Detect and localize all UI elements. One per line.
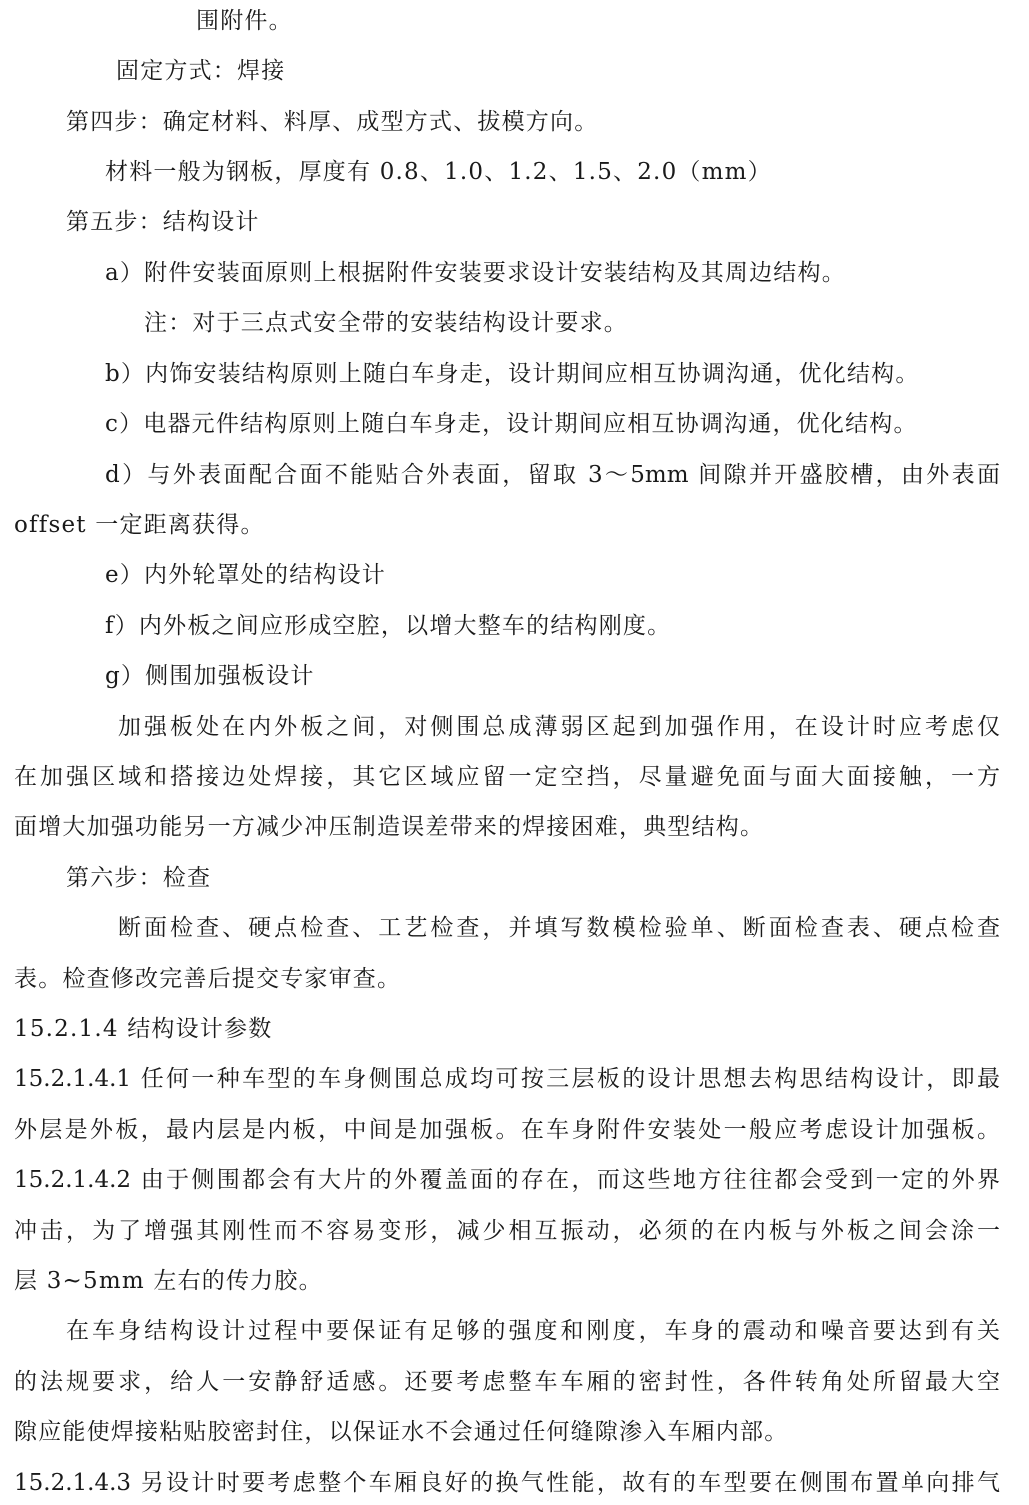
list-item: a）附件安装面原则上根据附件安装要求设计安装结构及其周边结构。: [105, 260, 846, 286]
paragraph-line: 面增大加强功能另一方减少冲压制造误差带来的焊接困难，典型结构。: [14, 814, 765, 840]
list-item: f）内外板之间应形成空腔，以增大整车的结构刚度。: [105, 613, 672, 639]
step-heading: 第五步：结构设计: [66, 209, 260, 235]
list-item: e）内外轮罩处的结构设计: [105, 562, 387, 588]
step-heading: 第六步：检查: [66, 865, 212, 891]
note-line: 注：对于三点式安全带的安装结构设计要求。: [144, 310, 628, 336]
paragraph-line: 的法规要求，给人一安静舒适感。还要考虑整车车厢的密封性，各件转角处所留最大空: [14, 1369, 1000, 1395]
paragraph-line: 15.2.1.4.2 由于侧围都会有大片的外覆盖面的存在，而这些地方往往都会受到一定的外界: [14, 1167, 1000, 1193]
paragraph-line: 加强板处在内外板之间，对侧围总成薄弱区起到加强作用，在设计时应考虑仅: [118, 714, 1000, 740]
section-heading: 15.2.1.4 结构设计参数: [14, 1016, 273, 1042]
text-line: 固定方式：焊接: [116, 58, 286, 84]
list-item: c）电器元件结构原则上随白车身走，设计期间应相互协调沟通，优化结构。: [105, 411, 918, 437]
paragraph-line: 冲击，为了增强其刚性而不容易变形，减少相互振动，必须的在内板与外板之间会涂一: [14, 1218, 1000, 1244]
paragraph-line: 隙应能使焊接粘贴胶密封住，以保证水不会通过任何缝隙渗入车厢内部。: [14, 1419, 789, 1445]
paragraph-line: 断面检查、硬点检查、工艺检查，并填写数模检验单、断面检查表、硬点检查: [118, 915, 1000, 941]
list-item: g）侧围加强板设计: [105, 663, 315, 689]
paragraph-line: 层 3~5mm 左右的传力胶。: [14, 1268, 323, 1294]
list-item: b）内饰安装结构原则上随白车身走，设计期间应相互协调沟通，优化结构。: [105, 361, 920, 387]
list-item: d）与外表面配合面不能贴合外表面，留取 3～5mm 间隙并开盛胶槽，由外表面: [105, 462, 1000, 488]
text-line: 围附件。: [196, 8, 293, 34]
text-line: offset 一定距离获得。: [14, 512, 265, 538]
text-line: 材料一般为钢板，厚度有 0.8、1.0、1.2、1.5、2.0（mm）: [105, 159, 772, 185]
paragraph-line: 15.2.1.4.1 任何一种车型的车身侧围总成均可按三层板的设计思想去构思结构设计，即最: [14, 1066, 1000, 1092]
paragraph-line: 外层是外板，最内层是内板，中间是加强板。在车身附件安装处一般应考虑设计加强板。: [14, 1117, 1000, 1143]
paragraph-line: 15.2.1.4.3 另设计时要考虑整个车厢良好的换气性能，故有的车型要在侧围布置单向排气: [14, 1470, 1000, 1496]
paragraph-line: 表。检查修改完善后提交专家审查。: [14, 966, 402, 992]
step-heading: 第四步：确定材料、料厚、成型方式、拔模方向。: [66, 109, 599, 135]
paragraph-line: 在加强区域和搭接边处焊接，其它区域应留一定空挡，尽量避免面与面大面接触，一方: [14, 764, 1000, 790]
paragraph-line: 在车身结构设计过程中要保证有足够的强度和刚度，车身的震动和噪音要达到有关: [66, 1318, 1000, 1344]
